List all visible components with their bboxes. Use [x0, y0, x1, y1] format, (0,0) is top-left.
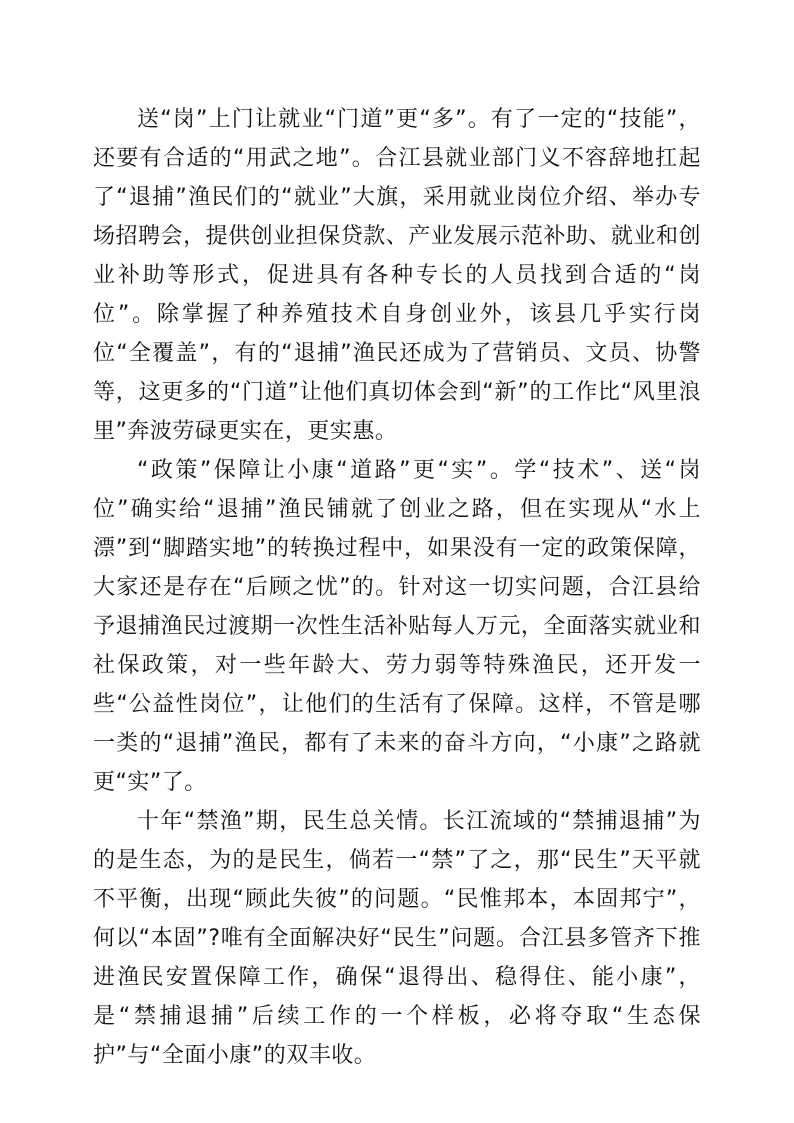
document-body	[93, 100, 701, 1075]
paragraph: 送“岗”上门让就业“门道”更“多”。有了一定的“技能”，还要有合适的“用武之地”。合江县就业部门义不容辞地扛起了“退捕”渔民们的“就业”大旗，采用就业岗位介绍、举办专场招聘会，提供创业担保贷款、产业发展示范补助、就业和创业补助等形式，促进具有各种专长的人员找到合适的“岗位”。除掌握了种养殖技术自身创业外，该县几乎实行岗位“全覆盖”，有的“退捕”渔民还成为了营销员、文员、协警等，这更多的“门道”让他们真切体会到“新”的工作比“风里浪里”奔波劳碌更实在，更实惠。	[93, 107, 701, 444]
paragraph: “政策”保障让小康“道路”更“实”。学“技术”、送“岗位”确实给“退捕”渔民铺就了创业之路，但在实现从“水上漂”到“脚踏实地”的转换过程中，如果没有一定的政策保障，大家还是存在“后顾之忧”的。针对这一切实问题，合江县给予退捕渔民过渡期一次性生活补贴每人万元，全面落实就业和社保政策，对一些年龄大、劳力弱等特殊渔民，还开发一些“公益性岗位”，让他们的生活有了保障。这样，不管是哪一类的“退捕”渔民，都有了未来的奋斗方向，“小康”之路就更“实”了。	[93, 458, 701, 795]
paragraph: 十年“禁渔”期，民生总关情。长江流域的“禁捕退捕”为的是生态，为的是民生，倘若一“禁”了之，那“民生”天平就不平衡，出现“顾此失彼”的问题。“民惟邦本，本固邦宁”，何以“本固”?唯有全面解决好“民生”问题。合江县多管齐下推进渔民安置保障工作，确保“退得出、稳得住、能小康”，是“禁捕退捕”后续工作的一个样板，必将夺取“生态保护”与“全面小康”的双丰收。	[93, 809, 701, 1068]
